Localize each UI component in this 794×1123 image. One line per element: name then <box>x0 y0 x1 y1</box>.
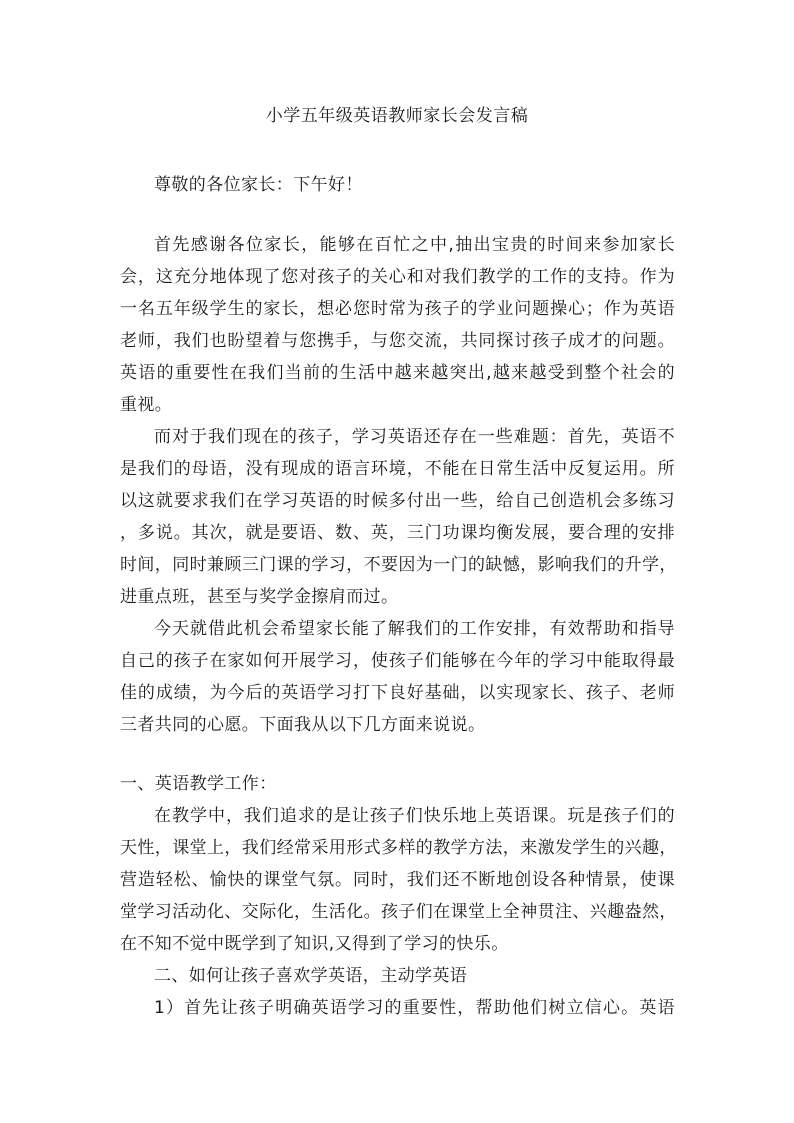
paragraph-line: 在不知不觉中既学到了知识,又得到了学习的快乐。 <box>120 934 509 954</box>
paragraph-line: ，多说。其次，就是要语、数、英，三门功课均衡发展，要合理的安排 <box>120 523 675 543</box>
paragraph-line: 三者共同的心愿。下面我从以下几方面来说说。 <box>120 715 486 735</box>
paragraph-line: 首先感谢各位家长，能够在百忙之中,抽出宝贵的时间来参加家长 <box>154 235 675 255</box>
paragraph-line: 1）首先让孩子明确英语学习的重要性，帮助他们树立信心。英语 <box>154 998 675 1018</box>
paragraph-line: 老师，我们也盼望着与您携手，与您交流，共同探讨孩子成才的问题。 <box>120 331 675 351</box>
paragraph-line: 堂学习活动化、交际化，生活化。孩子们在课堂上全神贯注、兴趣盎然， <box>120 902 677 922</box>
section-heading: 二、如何让孩子喜欢学英语，主动学英语 <box>154 966 468 986</box>
paragraph-line: 英语的重要性在我们当前的生活中越来越突出,越来越受到整个社会的 <box>120 363 675 383</box>
paragraph-line: 重视。 <box>120 395 173 415</box>
paragraph-line: 天性，课堂上，我们经常采用形式多样的教学方法，来激发学生的兴趣， <box>120 838 677 858</box>
paragraph-line: 会，这充分地体现了您对孩子的关心和对我们教学的工作的支持。作为 <box>120 267 675 287</box>
paragraph-line: 一名五年级学生的家长，想必您时常为孩子的学业问题操心；作为英语 <box>120 299 675 319</box>
section-heading: 一、英语教学工作： <box>120 774 277 794</box>
paragraph-line: 进重点班，甚至与奖学金擦肩而过。 <box>120 587 399 607</box>
paragraph-line: 营造轻松、愉快的课堂气氛。同时，我们还不断地创设各种情景，使课 <box>120 870 675 890</box>
paragraph-line: 而对于我们现在的孩子，学习英语还存在一些难题：首先，英语不 <box>154 427 675 447</box>
paragraph-line: 时间，同时兼顾三门课的学习，不要因为一门的缺憾，影响我们的升学， <box>120 555 677 575</box>
paragraph-line: 是我们的母语，没有现成的语言环境，不能在日常生活中反复运用。所 <box>120 459 675 479</box>
paragraph-line: 佳的成绩，为今后的英语学习打下良好基础，以实现家长、孩子、老师 <box>120 683 675 703</box>
greeting-line: 尊敬的各位家长：下午好！ <box>154 175 363 195</box>
paragraph-line: 今天就借此机会希望家长能了解我们的工作安排，有效帮助和指导 <box>154 619 675 639</box>
paragraph-line: 自己的孩子在家如何开展学习，使孩子们能够在今年的学习中能取得最 <box>120 651 675 671</box>
paragraph-line: 以这就要求我们在学习英语的时候多付出一些，给自己创造机会多练习 <box>120 491 675 511</box>
paragraph-line: 在教学中，我们追求的是让孩子们快乐地上英语课。玩是孩子们的 <box>154 806 675 826</box>
document-title: 小学五年级英语教师家长会发言稿 <box>265 106 529 126</box>
